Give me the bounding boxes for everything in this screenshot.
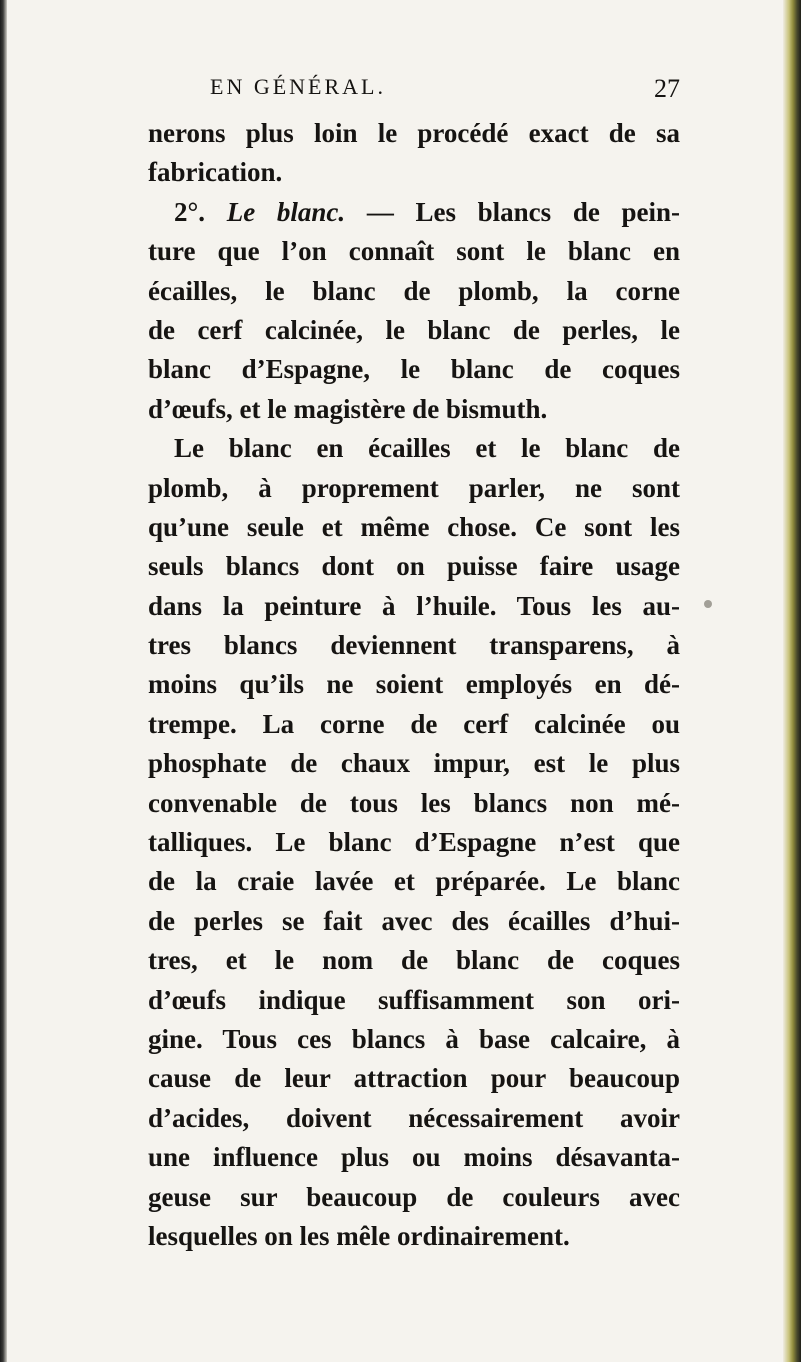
- text-line: moins qu’ils ne soient employés en dé-: [148, 669, 680, 700]
- text-line: une influence plus ou moins désavanta-: [148, 1142, 680, 1173]
- text-line: de la craie lavée et préparée. Le blanc: [148, 866, 680, 897]
- paragraph-start-line: Le blanc en écailles et le blanc de: [174, 433, 680, 464]
- page-left-edge: [0, 0, 7, 1362]
- running-title: EN GÉNÉRAL.: [210, 74, 386, 99]
- page-header: [148, 74, 680, 110]
- text-line: trempe. La corne de cerf calcinée ou: [148, 708, 680, 739]
- text-line: phosphate de chaux impur, est le plus: [148, 748, 680, 779]
- page-right-edge: [783, 0, 801, 1362]
- text-line: ture que l’on connaît sont le blanc en: [148, 236, 680, 267]
- text-line: nerons plus loin le procédé exact de sa: [148, 118, 680, 148]
- text-line: convenable de tous les blancs non mé-: [148, 787, 680, 818]
- section-title: Le blanc.: [226, 196, 346, 227]
- text-line: qu’une seule et même chose. Ce sont les: [148, 511, 680, 542]
- text-line: d’œufs, et le magistère de bismuth.: [148, 393, 548, 424]
- text-line: dans la peinture à l’huile. Tous les au-: [148, 590, 680, 621]
- text-line: blanc d’Espagne, le blanc de coques: [148, 354, 680, 385]
- text-line: tres blancs deviennent transparens, à: [148, 630, 680, 661]
- text-line: d’œufs indique suffisamment son ori-: [148, 984, 680, 1015]
- text-line-continuation: — Les blancs de pein-: [366, 196, 681, 227]
- text-line: fabrication.: [148, 157, 283, 188]
- text-line: geuse sur beaucoup de couleurs avec: [148, 1181, 680, 1212]
- text-line: lesquelles on les mêle ordinairement.: [148, 1220, 570, 1251]
- text-line: cause de leur attraction pour beaucoup: [148, 1063, 680, 1094]
- text-line: gine. Tous ces blancs à base calcaire, à: [148, 1023, 680, 1054]
- body-text: [148, 114, 680, 1256]
- text-line: d’acides, doivent nécessairement avoir: [148, 1102, 680, 1133]
- text-line: tres, et le nom de blanc de coques: [148, 945, 680, 976]
- page-number: 27: [654, 74, 680, 103]
- text-line: de cerf calcinée, le blanc de perles, le: [148, 314, 680, 345]
- text-line: de perles se fait avec des écailles d’hui-: [148, 905, 680, 936]
- text-line: écailles, le blanc de plomb, la corne: [148, 275, 680, 306]
- text-line: seuls blancs dont on puisse faire usage: [148, 551, 680, 582]
- text-line: talliques. Le blanc d’Espagne n’est que: [148, 827, 680, 858]
- text-line: plomb, à proprement parler, ne sont: [148, 472, 680, 503]
- section-heading-line: [148, 193, 680, 232]
- paper-spot: [704, 600, 712, 608]
- section-number: 2°.: [174, 196, 206, 227]
